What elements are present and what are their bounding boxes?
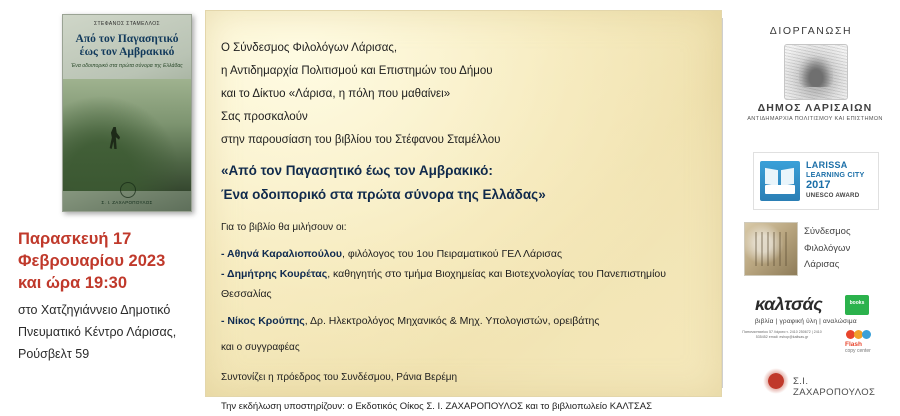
spacer xyxy=(221,207,707,218)
author-line: και ο συγγραφέας xyxy=(221,342,300,353)
venue-line3: Ρούσβελτ 59 xyxy=(18,347,90,361)
book-cover-image xyxy=(62,14,192,212)
spacer xyxy=(221,387,707,398)
book-cover-author: ΣΤΕΦΑΝΟΣ ΣΤΑΜΕΛΛΟΣ xyxy=(93,21,160,27)
kaltsas-tagline: βιβλία | γραφική ύλη | αναλώσιμα xyxy=(755,318,857,325)
speaker-row-continuation xyxy=(221,284,707,304)
kaltsas-contact-info: Παπαναστασίου 57 Λάρισα τ. 2410 250672 | 2410 535452 email: eshop@kaltsas.gr xyxy=(742,330,822,340)
learning-city-badge xyxy=(753,152,879,210)
kaltsas-books-badge xyxy=(845,295,869,315)
spacer xyxy=(221,152,707,159)
book-title-line2: Ένα οδοιπορικό στα πρώτα σύνορα της Ελλάδας» xyxy=(221,187,546,202)
flash-copycenter-logo xyxy=(844,330,888,356)
event-date-line1: Παρασκευή 17 xyxy=(18,230,132,248)
syndesmos-logo-block xyxy=(740,222,890,280)
learning-city-line2: LEARNING CITY xyxy=(806,170,865,179)
event-venue xyxy=(18,299,208,365)
book-cover-photo xyxy=(63,79,191,191)
speaker-row xyxy=(221,264,707,284)
open-book-icon xyxy=(760,161,800,201)
spacer xyxy=(221,304,707,311)
speaker-role: Θεσσαλίας xyxy=(221,288,272,300)
flash-dot-blue-icon xyxy=(862,330,871,339)
book-page-right xyxy=(781,168,794,186)
municipality-logo-block xyxy=(740,44,890,130)
book-title-line1: «Από τον Παγασητικό έως τον Αμβρακικό: xyxy=(221,163,493,178)
syndesmos-line2: Φιλολόγων xyxy=(804,242,851,254)
vertical-divider xyxy=(722,18,723,388)
book-cover-publisher: Σ. Ι. ΖΑΧΑΡΟΠΟΥΛΟΣ xyxy=(101,200,153,205)
spacer xyxy=(221,237,707,244)
invitation-panel xyxy=(205,10,722,412)
kaltsas-badge-label: books xyxy=(849,300,865,306)
secondary-info-block xyxy=(740,330,890,362)
book-cover-title-line2: έως τον Αμβρακικό xyxy=(79,46,175,58)
municipality-subtitle: ΑΝΤΙΔΗΜΑΡΧΙΑ ΠΟΛΙΤΙΣΜΟΥ ΚΑΙ ΕΠΙΣΤΗΜΩΝ xyxy=(747,116,883,122)
speaker-role: , φιλόλογος του 1ου Πειραματικού ΓΕΛ Λάρισας xyxy=(342,248,563,260)
municipality-emblem-icon xyxy=(784,44,848,100)
event-date-line2: Φεβρουαρίου 2023 xyxy=(18,252,166,270)
speaker-role: , καθηγητής στο τμήμα Βιοχημείας και Βιοτεχνολογίας του Πανεπιστημίου xyxy=(327,268,666,280)
organizer-line-2: η Αντιδημαρχία Πολιτισμού και Επιστημών του Δήμου xyxy=(221,65,493,77)
speaker-row xyxy=(221,311,707,331)
spacer xyxy=(221,357,707,368)
speaker-row xyxy=(221,244,707,264)
manuscript-icon xyxy=(744,222,798,276)
speaker-name: - Αθηνά Καραλιοπούλου xyxy=(221,248,343,260)
learning-city-year: 2017 xyxy=(806,179,831,191)
invitation-call: Σας προσκαλούν xyxy=(221,111,308,123)
book-cover-subtitle: Ένα οδοιπορικό στα πρώτα σύνορα της Ελλάδας xyxy=(71,63,183,69)
event-time: και ώρα 19:30 xyxy=(18,274,128,292)
speaker-role: , Δρ. Ηλεκτρολόγος Μηχανικός & Μηχ. Υπολογιστών, ορειβάτης xyxy=(304,315,600,327)
organizer-line-3: και το Δίκτυο «Λάρισα, η πόλη που μαθαίνει» xyxy=(221,88,451,100)
book-cover-title xyxy=(63,33,191,59)
learning-city-award: UNESCO AWARD xyxy=(806,192,860,199)
kaltsas-name: καλτσάς xyxy=(755,294,823,314)
sponsors-line: Την εκδήλωση υποστηρίζουν: ο Εκδοτικός Οίκος Σ. Ι. ΖΑΧΑΡΟΠΟΥΛΟΣ και το βιβλιοπωλείο ΚΑΛΤΣΑΣ xyxy=(221,401,652,412)
book-page-left xyxy=(765,168,778,186)
publisher-mark-icon xyxy=(120,182,136,198)
syndesmos-name xyxy=(804,224,890,274)
learning-city-logo-block xyxy=(740,152,890,212)
organizer-line-1: Ο Σύνδεσμος Φιλολόγων Λάρισας, xyxy=(221,42,398,54)
publisher-logo xyxy=(763,368,876,402)
book-base xyxy=(765,185,795,194)
flash-name: Flash xyxy=(845,341,862,348)
invitation-text xyxy=(221,37,707,416)
speaker-name: - Νίκος Κρούπης xyxy=(221,315,305,327)
speaker-name: - Δημήτρης Κουρέτας xyxy=(221,268,328,280)
venue-line1: στο Χατζηγιάννειο Δημοτικό xyxy=(18,303,171,317)
moderator-line: Συντονίζει η πρόεδρος του Συνδέσμου, Ράνια Βερέμη xyxy=(221,372,458,383)
syndesmos-line3: Λάρισας xyxy=(804,259,840,270)
organizers-heading: ΔΙΟΡΓΑΝΩΣΗ xyxy=(769,25,853,37)
publisher-name: Σ.Ι. ΖΑΧΑΡΟΠΟΥΛΟΣ xyxy=(793,376,876,398)
municipality-name: ΔΗΜΟΣ ΛΑΡΙΣΑΙΩΝ xyxy=(757,102,873,114)
event-date xyxy=(18,228,203,294)
publisher-seal-icon xyxy=(763,368,789,394)
publisher-logo-block xyxy=(740,368,890,400)
right-column xyxy=(722,0,900,403)
spacer xyxy=(221,331,707,338)
book-cover-title-line1: Από τον Παγασητικό xyxy=(75,33,179,45)
left-column xyxy=(0,0,205,403)
syndesmos-line1: Σύνδεσμος xyxy=(804,226,851,237)
venue-line2: Πνευματικό Κέντρο Λάρισας, xyxy=(18,325,177,339)
speakers-intro: Για το βιβλίο θα μιλήσουν οι: xyxy=(221,222,347,233)
flash-sub: copy center xyxy=(845,348,871,354)
learning-city-line1: LARISSA xyxy=(806,160,848,170)
presentation-line: στην παρουσίαση του βιβλίου του Στέφανου Σταμέλλου xyxy=(221,134,501,146)
